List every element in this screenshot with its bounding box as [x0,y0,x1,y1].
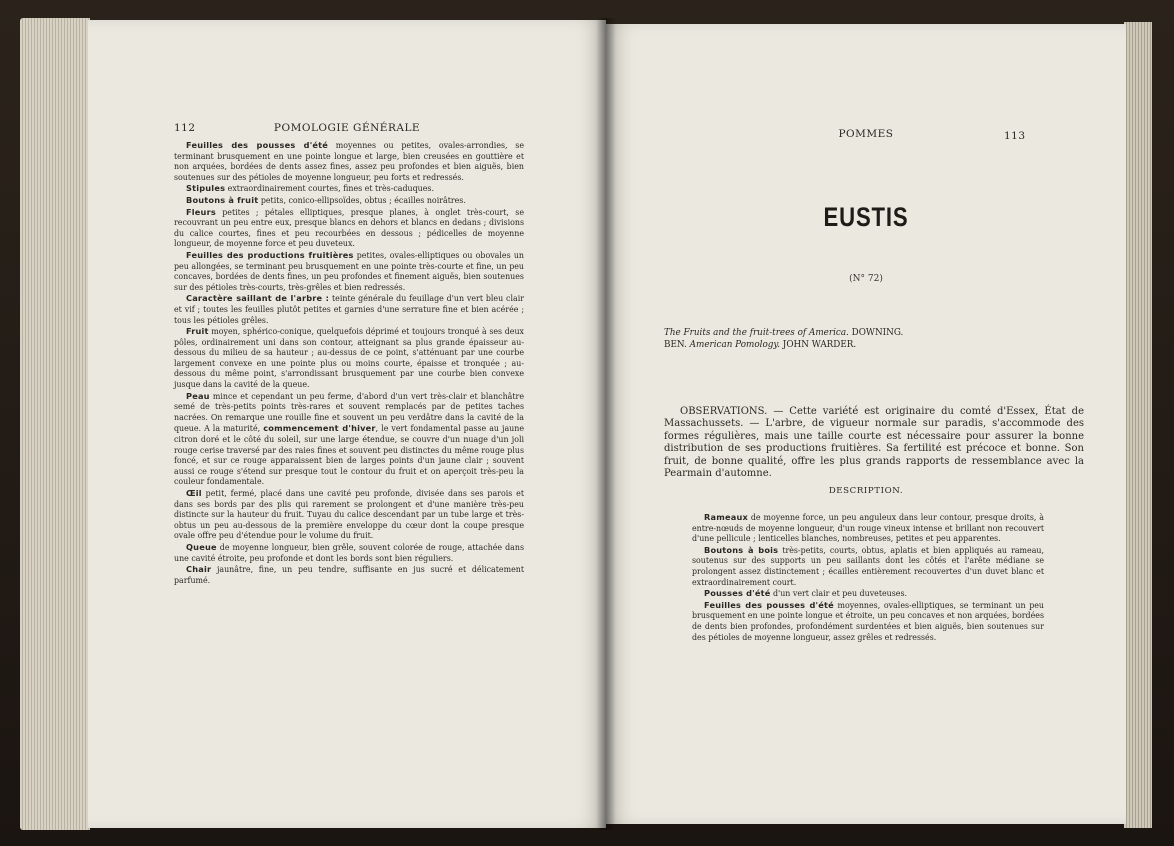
description-heading: DESCRIPTION. [828,486,904,496]
paragraph: Œil petit, fermé, placé dans une cavité peu profonde, divisée dans ses parois et dans ses bords par des plis qui rarement se prolongent et d'une manière très-peu distincte sur la hauteur du fruit. Tuyau du calice descendant par un tube large et très-obtus un peu au-dessous de la première enveloppe du cœur dont la coupe presque ovale offre peu d'étendue pour le volume du fruit. [174,488,524,541]
variety-number: (N° 72) [849,274,883,284]
right-page [606,24,1126,824]
left-page-edges [20,18,90,830]
left-running-head: POMOLOGIE GÉNÉRALE [273,122,421,134]
paragraph: Pousses d'été d'un vert clair et peu duveteuses. [704,588,908,599]
paragraph: Caractère saillant de l'arbre : teinte générale du feuillage d'un vert bleu clair et vif ; toutes les feuilles plutôt petites et garnies d'une serrature fine et bien acérée ; tous les pétioles grêles. [174,293,524,325]
paragraph: Fruit moyen, sphérico-conique, quelquefois déprimé et toujours tronqué à ses deux pôles, ordinairement uni dans son contour, atteignant sa plus grande épaisseur au-dessous du milieu de sa hauteur ; au-dessus de ce point, s'atténuant par une courbe largement convexe en une pointe plus ou moins courte, épaisse et tronquée ; au-dessous du même point, s'arrondissant brusquement par une courbe bien convexe jusque dans la cavité de la queue. [174,326,524,390]
right-page-body [692,512,1044,643]
observations-label: OBSERVATIONS. [680,406,768,417]
paragraph: Queue de moyenne longueur, bien grêle, souvent colorée de rouge, attachée dans une cavité étroite, peu profonde et dont les bords sont bien réguliers. [174,541,524,563]
left-page [88,20,606,828]
right-running-head: POMMES [838,128,894,140]
right-page-edges [1124,22,1152,828]
reference-line: The Fruits and the fruit-trees of America. DOWNING. [664,328,904,338]
observations [664,406,1084,480]
paragraph: Boutons à fruit petits, conico-ellipsoïdes, obtus ; écailles noirâtres. [186,194,466,205]
paragraph: Chair jaunâtre, fine, un peu tendre, suffisante en jus sucré et délicatement parfumé. [174,564,524,585]
left-page-body [174,140,524,586]
left-page-number: 112 [174,122,196,134]
paragraph: Feuilles des pousses d'été moyennes, ovales-elliptiques, se terminant un peu brusquement en une pointe longue et étroite, un peu concaves et non arquées, bordées de dents bien profondes, profondément surdentées et bien aiguës, bien soutenues sur des pétioles de moyenne longueur, assez grêles et redressés. [692,599,1044,642]
paragraph: Rameaux de moyenne force, un peu anguleux dans leur contour, presque droits, à entre-nœuds de moyenne longueur, d'un rouge vineux intense et brillant non recouvert d'une pellicule ; lenticelles blanches, nombreuses, petites et peu apparentes. [692,512,1044,544]
paragraph: Stipules extraordinairement courtes, fines et très-caduques. [186,183,434,194]
paragraph: Boutons à bois très-petits, courts, obtus, aplatis et bien appliqués au rameau, soutenus sur des supports un peu saillants dont les côtés et l'arête médiane se prolongent assez distinctement ; écailles entièrement recouvertes d'un duvet blanc et extraordinairement court. [692,544,1044,587]
paragraph: Fleurs petites ; pétales elliptiques, presque planes, à onglet très-court, se recouvrant un peu entre eux, presque blancs en dehors et blancs en dedans ; divisions du calice courtes, fines et peu recourbées en dessous ; pédicelles de moyenne longueur, de moyenne force et peu duveteux. [174,206,524,249]
paragraph: Feuilles des productions fruitières petites, ovales-elliptiques ou obovales un peu allongées, se terminant peu brusquement en une pointe très-courte et fine, un peu concaves, bordées de dents fines, un peu profondes et finement aiguës, bien soutenues sur des pétioles très-courts, très-grêles et bien redressés. [174,249,525,292]
observations-text: — Cette variété est originaire du comté d'Essex, État de Massachussets. — L'arbre, de vigueur normale sur paradis, s'accommode des formes régulières, mais une taille courte est nécessaire pour assurer la bonne distribution de ses productions fruitières. Sa fertilité est précoce et bonne. Son fruit, de bonne qualité, offre les plus grands rapports de ressemblance avec la Pearmain d'automne. [664,406,1084,480]
bibliography-references [664,327,1084,351]
reference-line: BEN. American Pomology. JOHN WARDER. [664,340,857,350]
book-gutter [596,18,616,830]
paragraph: Peau mince et cependant un peu ferme, d'abord d'un vert très-clair et blanchâtre semé de très-petits points très-rares et souvent remplacés par de petites taches nacrées. On remarque une rouille fine et souvent un peu verdâtre dans la cavité de la queue. A la maturité, commencement d'hiver, le vert fondamental passe au jaune citron doré et le côté du soleil, sur une large étendue, se couvre d'un nuage d'un joli rouge cerise traversé par des raies fines et souvent peu distinctes du même rouge plus foncé, et sur ce rouge apparaissent bien de larges points d'un jaune clair ; souvent aussi ce rouge s'étend sur presque tout le contour du fruit et on aperçoit très-peu la couleur fondamentale. [174,390,525,487]
paragraph: Feuilles des pousses d'été moyennes ou petites, ovales-arrondies, se terminant brusquement en une pointe longue et large, bien creusées en gouttière et non arquées, bordées de dents assez fines, assez peu profondes et bien aiguës, bien soutenues sur des pétioles de moyenne longueur, peu forts et redressés. [174,140,524,182]
variety-title: EUSTIS [823,202,909,232]
right-page-number: 113 [1004,130,1026,142]
